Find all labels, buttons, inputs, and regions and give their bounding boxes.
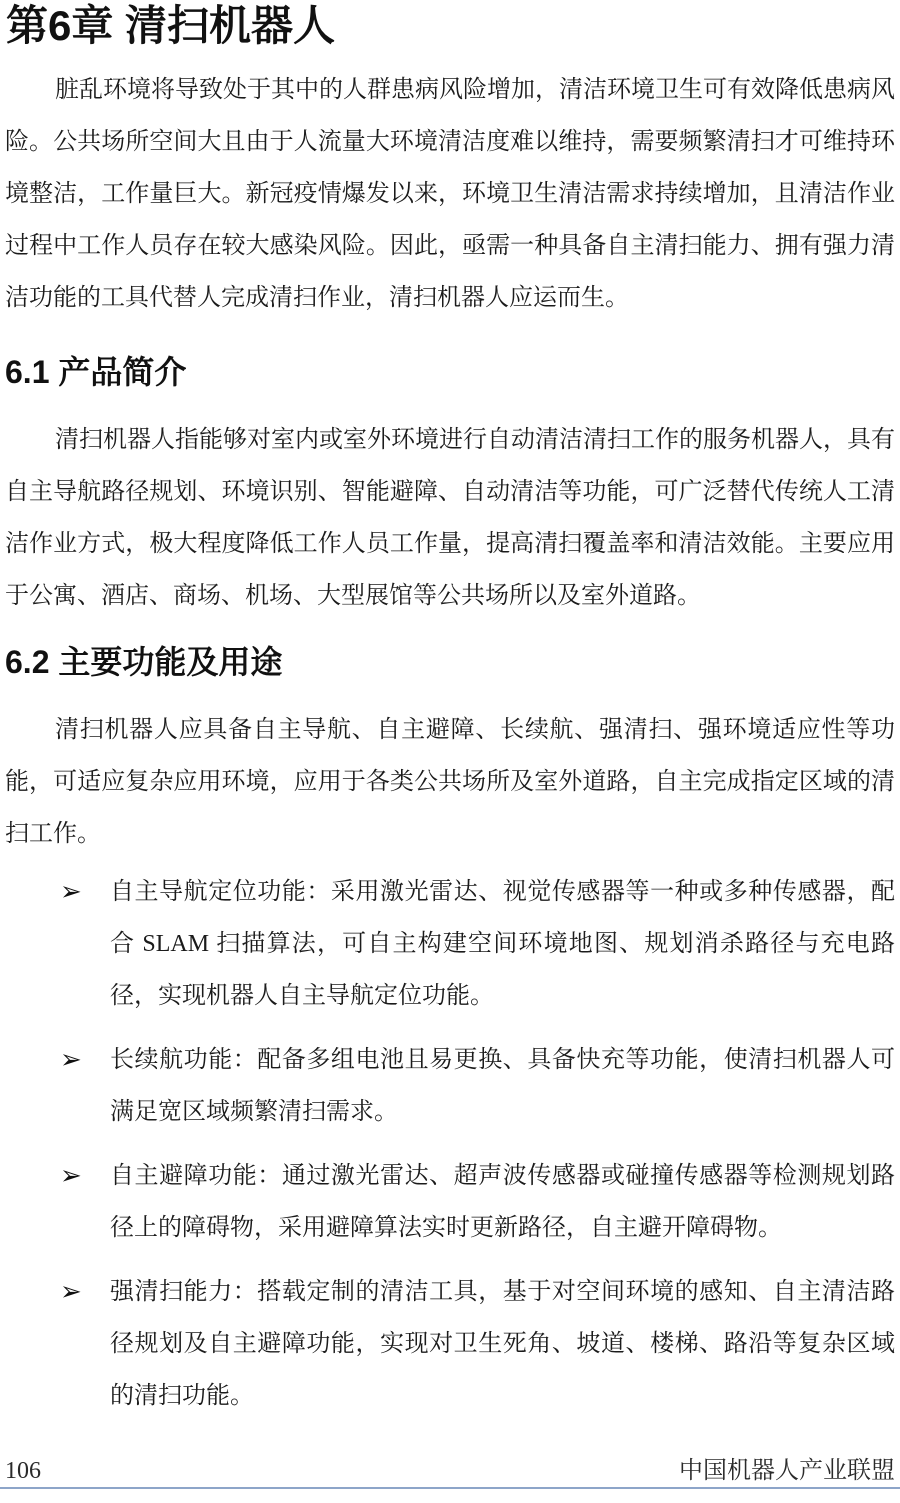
section-6-1-heading: 6.1 产品简介 <box>5 354 187 390</box>
chapter-title: 第6章 清扫机器人 <box>6 2 336 49</box>
bullet-arrow-icon: ➢ <box>60 1277 82 1307</box>
bullet-arrow-icon: ➢ <box>60 877 82 907</box>
list-item <box>5 1266 895 1422</box>
section-6-2-paragraph: 清扫机器人应具备自主导航、自主避障、长续航、强清扫、强环境适应性等功能，可适应复杂应用环境，应用于各类公共场所及室外道路，自主完成指定区域的清扫工作。 <box>5 717 895 847</box>
intro-paragraph: 脏乱环境将导致处于其中的人群患病风险增加，清洁环境卫生可有效降低患病风险。公共场所空间大且由于人流量大环境清洁度难以维持，需要频繁清扫才可维持环境整洁，工作量巨大。新冠疫情爆发以来，环境卫生清洁需求持续增加，且清洁作业过程中工作人员存在较大感染风险。因此，亟需一种具备自主清扫能力、拥有强力清洁功能的工具代替人完成清扫作业，清扫机器人应运而生。 <box>5 77 895 311</box>
page-number: 106 <box>5 1458 41 1484</box>
section-6-1-paragraph: 清扫机器人指能够对室内或室外环境进行自动清洁清扫工作的服务机器人，具有自主导航路径规划、环境识别、智能避障、自动清洁等功能，可广泛替代传统人工清洁作业方式，极大程度降低工作人员工作量，提高清扫覆盖率和清洁效能。主要应用于公寓、酒店、商场、机场、大型展馆等公共场所以及室外道路。 <box>5 427 895 609</box>
feature-list <box>5 866 895 1434</box>
list-item-text: 自主导航定位功能：采用激光雷达、视觉传感器等一种或多种传感器，配合 SLAM 扫描算法，可自主构建空间环境地图、规划消杀路径与充电路径，实现机器人自主导航定位功能。 <box>110 879 895 1009</box>
bullet-arrow-icon: ➢ <box>60 1161 82 1191</box>
section-6-2-heading: 6.2 主要功能及用途 <box>5 644 283 680</box>
bullet-arrow-icon: ➢ <box>60 1045 82 1075</box>
list-item-text: 长续航功能：配备多组电池且易更换、具备快充等功能，使清扫机器人可满足宽区域频繁清扫需求。 <box>110 1047 895 1125</box>
list-item <box>5 866 895 1022</box>
footer-organization: 中国机器人产业联盟 <box>679 1458 895 1484</box>
list-item <box>5 1150 895 1254</box>
footer-rule <box>0 1487 900 1489</box>
list-item-text: 强清扫能力：搭载定制的清洁工具，基于对空间环境的感知、自主清洁路径规划及自主避障功能，实现对卫生死角、坡道、楼梯、路沿等复杂区域的清扫功能。 <box>110 1279 895 1409</box>
page-footer <box>5 1456 895 1486</box>
list-item <box>5 1034 895 1138</box>
list-item-text: 自主避障功能：通过激光雷达、超声波传感器或碰撞传感器等检测规划路径上的障碍物，采用避障算法实时更新路径，自主避开障碍物。 <box>110 1163 895 1241</box>
